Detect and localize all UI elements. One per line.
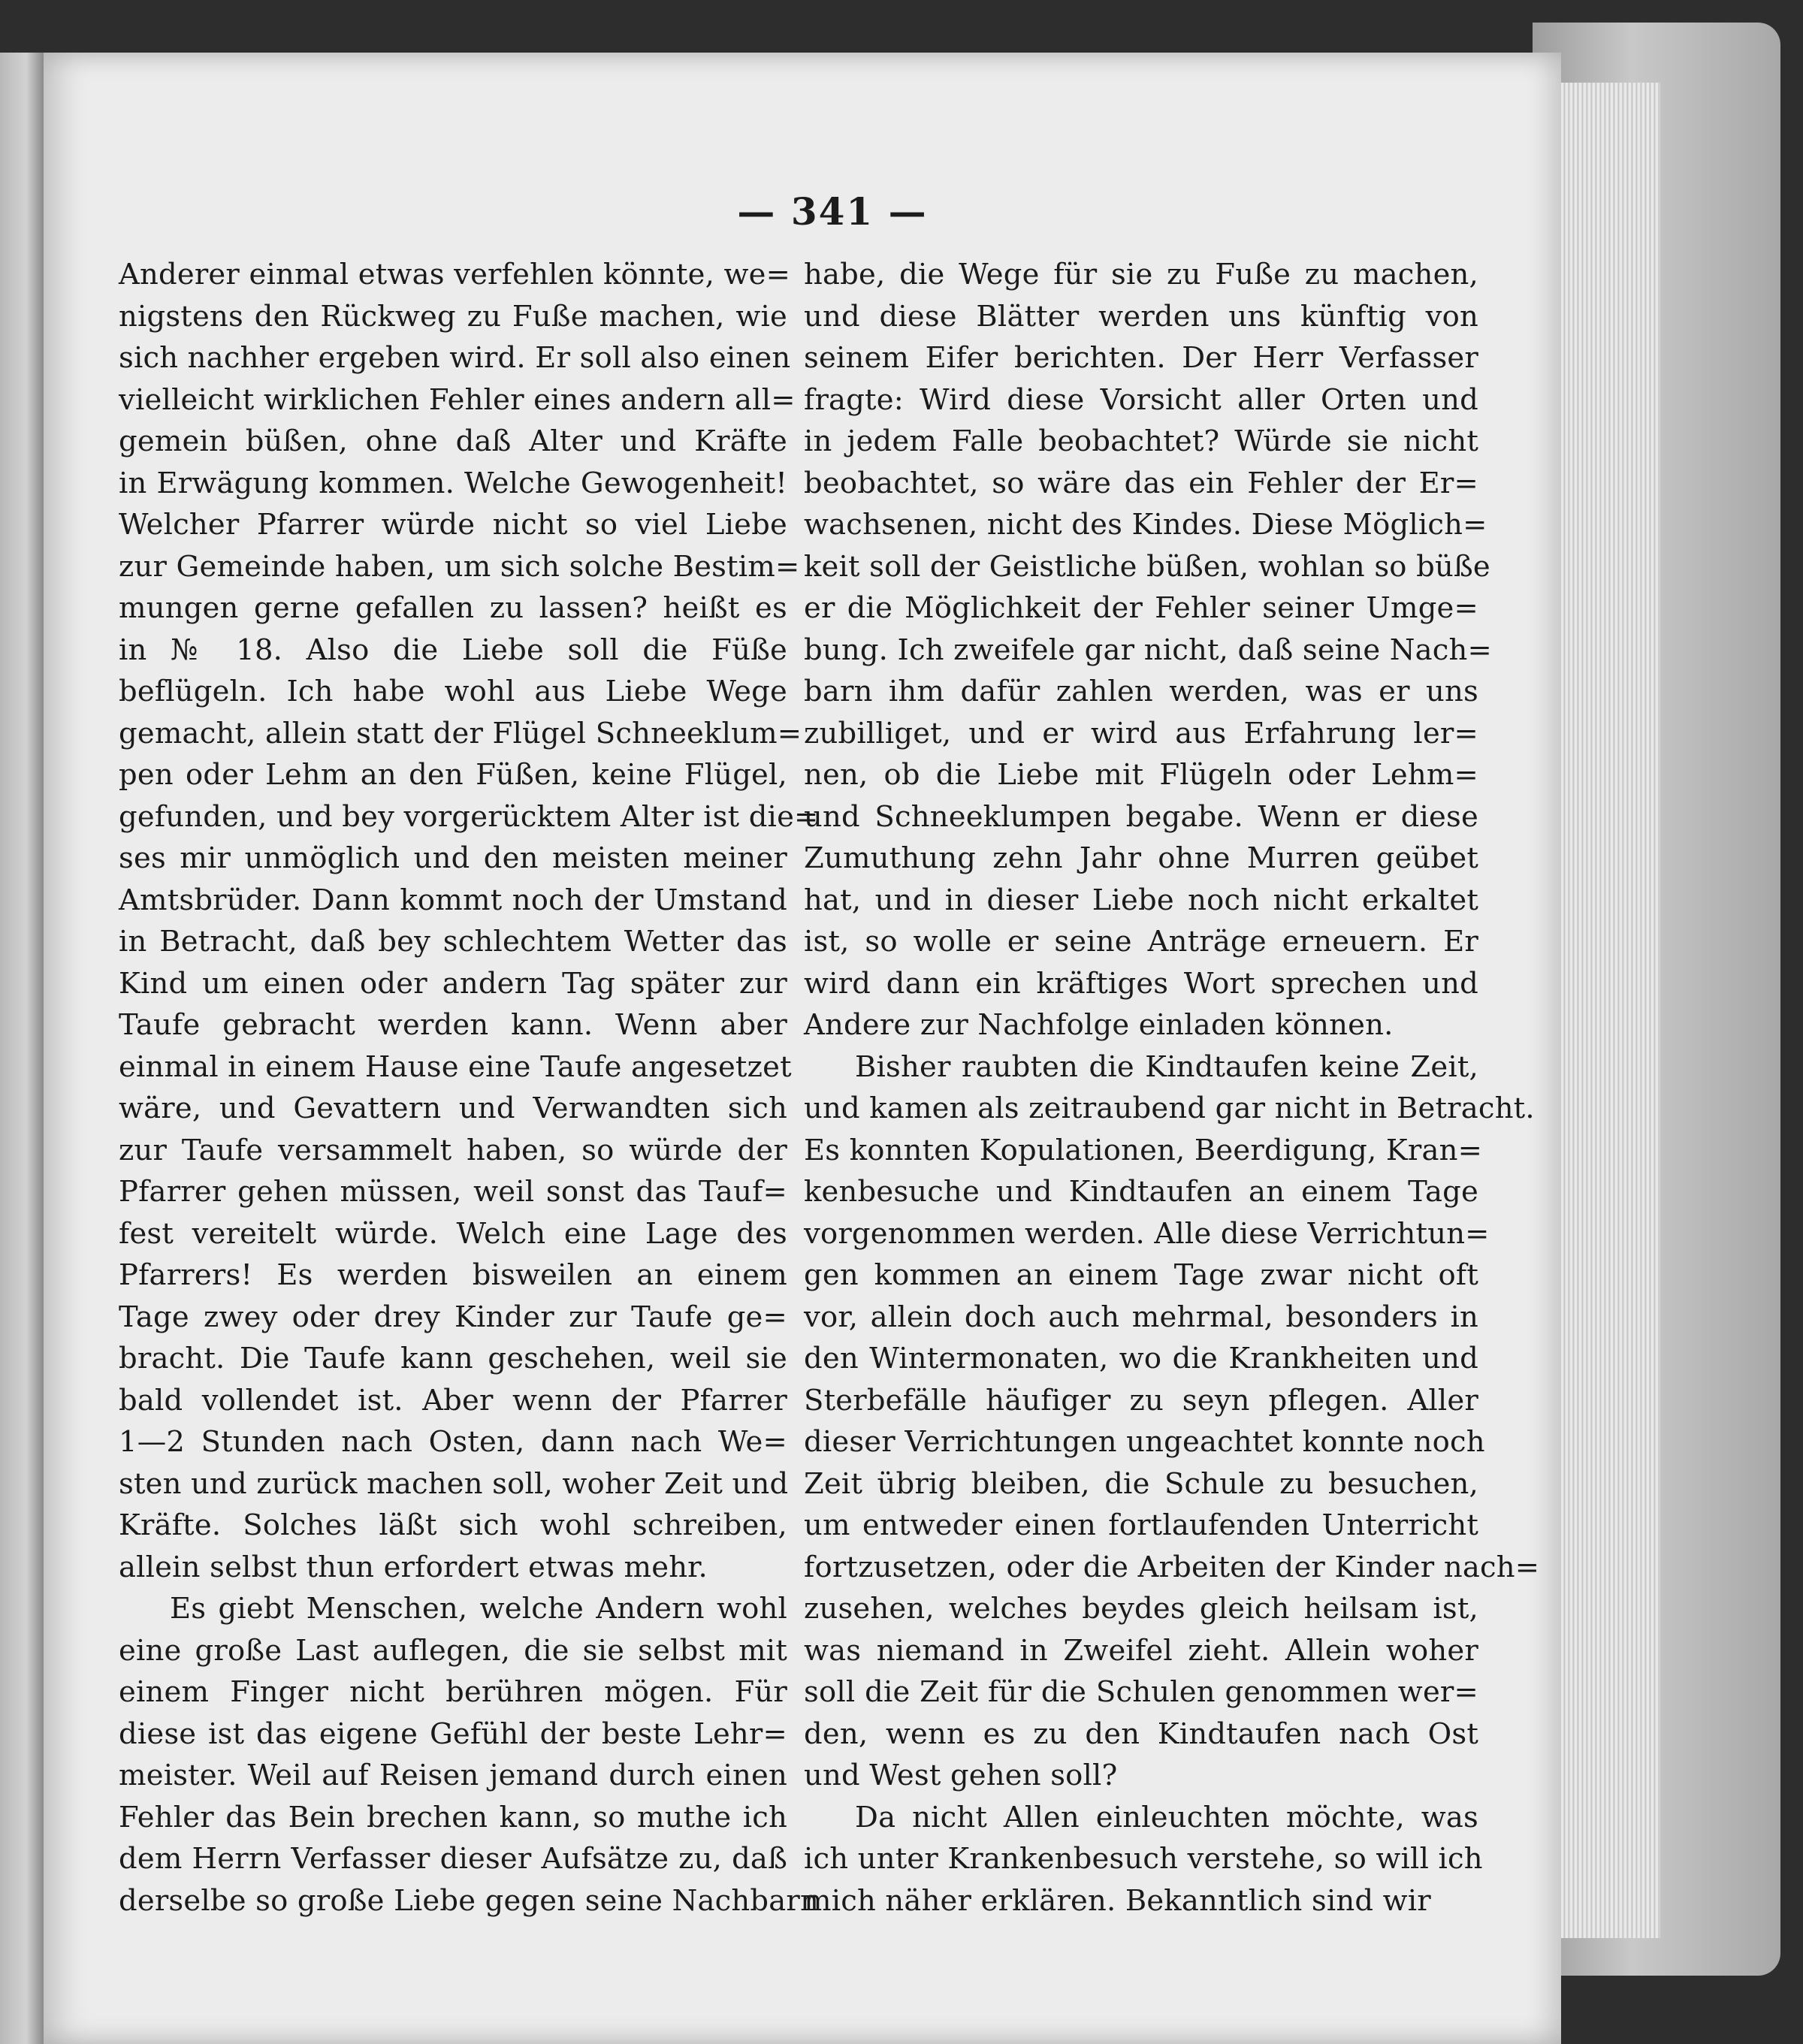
text-line: dieser Verrichtungen ungeachtet konnte noch xyxy=(804,1425,1485,1459)
text-line: fortzusetzen, oder die Arbeiten der Kinder nach= xyxy=(804,1550,1540,1584)
text-line: Kräfte. Solches läßt sich wohl schreiben, xyxy=(119,1508,787,1542)
text-line: bung. Ich zweifele gar nicht, daß seine Nach= xyxy=(804,633,1493,667)
text-line: zur Taufe versammelt haben, so würde der xyxy=(119,1133,787,1167)
text-line: einem Finger nicht berühren mögen. Für xyxy=(119,1675,787,1709)
text-line: ich unter Krankenbesuch verstehe, so will ich xyxy=(804,1842,1483,1876)
text-line: einmal in einem Hause eine Taufe angesetzet xyxy=(119,1049,792,1084)
text-line: allein selbst thun erfordert etwas mehr. xyxy=(119,1550,708,1584)
text-line: ist, so wolle er seine Anträge erneuern. Er xyxy=(804,925,1478,959)
text-line: derselbe so große Liebe gegen seine Nachbarn xyxy=(119,1883,819,1918)
text-line: Anderer einmal etwas verfehlen könnte, we= xyxy=(119,258,791,291)
text-line: beflügeln. Ich habe wohl aus Liebe Wege xyxy=(119,675,787,708)
text-line: diese ist das eigene Gefühl der beste Lehr= xyxy=(119,1716,787,1751)
text-line: nigstens den Rückweg zu Fuße machen, wie xyxy=(119,299,787,334)
text-line: wäre, und Gevattern und Verwandten sich xyxy=(119,1091,787,1125)
text-line: Bisher raubten die Kindtaufen keine Zeit, xyxy=(855,1049,1478,1084)
text-line: Kind um einen oder andern Tag später zur xyxy=(119,966,787,1001)
text-line: dem Herrn Verfasser dieser Aufsätze zu, daß xyxy=(119,1842,787,1876)
text-line: Andere zur Nachfolge einladen können. xyxy=(804,1008,1394,1042)
text-line: fragte: Wird diese Vorsicht aller Orten und xyxy=(804,382,1478,417)
text-line: gemein büßen, ohne daß Alter und Kräfte xyxy=(119,424,787,458)
text-line: pen oder Lehm an den Füßen, keine Flügel, xyxy=(119,758,787,792)
text-line: was niemand in Zweifel zieht. Allein woher xyxy=(804,1633,1478,1668)
text-line: den, wenn es zu den Kindtaufen nach Ost xyxy=(804,1716,1478,1751)
text-line: und Schneeklumpen begabe. Wenn er diese xyxy=(804,799,1478,834)
text-line: zubilliget, und er wird aus Erfahrung ler= xyxy=(804,716,1478,750)
text-line: vorgenommen werden. Alle diese Verrichtun= xyxy=(804,1216,1490,1251)
text-line: zur Gemeinde haben, um sich solche Bestim= xyxy=(119,549,800,584)
text-line: Amtsbrüder. Dann kommt noch der Umstand xyxy=(119,883,787,917)
text-line: wachsenen, nicht des Kindes. Diese Möglich= xyxy=(804,508,1487,542)
text-line: seinem Eifer berichten. Der Herr Verfasser xyxy=(804,341,1478,375)
text-line: in jedem Falle beobachtet? Würde sie nicht xyxy=(804,424,1478,458)
text-line: Pfarrer gehen müssen, weil sonst das Tauf= xyxy=(119,1175,787,1209)
facing-page-edge xyxy=(0,53,44,2044)
text-line: 1—2 Stunden nach Osten, dann nach We= xyxy=(119,1425,787,1459)
text-line: habe, die Wege für sie zu Fuße zu machen, xyxy=(804,258,1478,291)
text-line: bald vollendet ist. Aber wenn der Pfarrer xyxy=(119,1383,787,1418)
text-line: zusehen, welches beydes gleich heilsam ist, xyxy=(804,1592,1478,1626)
text-line: und kamen als zeitraubend gar nicht in Betracht. xyxy=(804,1091,1535,1125)
text-line: meister. Weil auf Reisen jemand durch einen xyxy=(119,1759,787,1792)
text-line: in Erwägung kommen. Welche Gewogenheit! xyxy=(119,466,787,500)
text-line: vielleicht wirklichen Fehler eines andern all= xyxy=(119,382,796,417)
text-line: Welcher Pfarrer würde nicht so viel Liebe xyxy=(119,508,787,542)
book-page xyxy=(44,53,1561,2044)
text-line: in № 18. Also die Liebe soll die Füße xyxy=(119,633,787,667)
text-line: in Betracht, daß bey schlechtem Wetter das xyxy=(119,925,787,959)
text-line: soll die Zeit für die Schulen genommen wer= xyxy=(804,1675,1478,1709)
text-line: beobachtet, so wäre das ein Fehler der Er= xyxy=(804,466,1478,500)
text-line: Da nicht Allen einleuchten möchte, was xyxy=(855,1800,1478,1834)
text-line: sich nachher ergeben wird. Er soll also einen xyxy=(119,341,791,375)
text-line: Zumuthung zehn Jahr ohne Murren geübet xyxy=(804,841,1478,875)
text-line: Taufe gebracht werden kann. Wenn aber xyxy=(119,1008,787,1042)
text-line: gen kommen an einem Tage zwar nicht oft xyxy=(804,1258,1478,1292)
text-line: kenbesuche und Kindtaufen an einem Tage xyxy=(804,1175,1478,1209)
text-line: und diese Blätter werden uns künftig von xyxy=(804,299,1478,334)
text-line: gemacht, allein statt der Flügel Schneeklum= xyxy=(119,716,802,750)
text-line: Zeit übrig bleiben, die Schule zu besuchen, xyxy=(804,1466,1478,1501)
text-line: Sterbefälle häufiger zu seyn pflegen. Aller xyxy=(804,1383,1478,1418)
text-line: barn ihm dafür zahlen werden, was er uns xyxy=(804,675,1478,708)
page-number: — 341 — xyxy=(737,189,928,234)
text-line: ses mir unmöglich und den meisten meiner xyxy=(119,841,787,875)
text-line: mich näher erklären. Bekanntlich sind wir xyxy=(804,1883,1431,1918)
text-line: nen, ob die Liebe mit Flügeln oder Lehm= xyxy=(804,758,1478,792)
text-line: um entweder einen fortlaufenden Unterricht xyxy=(804,1508,1478,1542)
text-line: Es konnten Kopulationen, Beerdigung, Kran= xyxy=(804,1133,1483,1167)
text-line: sten und zurück machen soll, woher Zeit und xyxy=(119,1466,789,1501)
text-line: vor, allein doch auch mehrmal, besonders in xyxy=(804,1300,1478,1334)
left-text-column xyxy=(119,254,819,1922)
text-line: mungen gerne gefallen zu lassen? heißt es xyxy=(119,591,787,625)
right-text-column xyxy=(804,254,1540,1922)
text-line: bracht. Die Taufe kann geschehen, weil sie xyxy=(119,1342,787,1375)
text-line: hat, und in dieser Liebe noch nicht erkaltet xyxy=(804,883,1478,917)
text-line: Es giebt Menschen, welche Andern wohl xyxy=(170,1592,787,1626)
text-line: er die Möglichkeit der Fehler seiner Umge= xyxy=(804,591,1478,625)
text-line: keit soll der Geistliche büßen, wohlan so büße xyxy=(804,549,1490,584)
text-line: den Wintermonaten, wo die Krankheiten und xyxy=(804,1342,1478,1375)
text-line: Fehler das Bein brechen kann, so muthe ich xyxy=(119,1800,787,1834)
text-line: gefunden, und bey vorgerücktem Alter ist die= xyxy=(119,799,819,834)
text-line: Tage zwey oder drey Kinder zur Taufe ge= xyxy=(119,1300,787,1334)
text-line: Pfarrers! Es werden bisweilen an einem xyxy=(119,1258,787,1292)
text-line: wird dann ein kräftiges Wort sprechen und xyxy=(804,966,1478,1001)
page-stack-edges xyxy=(1548,83,1660,1938)
text-line: fest vereitelt würde. Welch eine Lage des xyxy=(119,1216,787,1251)
text-line: und West gehen soll? xyxy=(804,1759,1118,1792)
text-line: eine große Last auflegen, die sie selbst mit xyxy=(119,1633,787,1668)
